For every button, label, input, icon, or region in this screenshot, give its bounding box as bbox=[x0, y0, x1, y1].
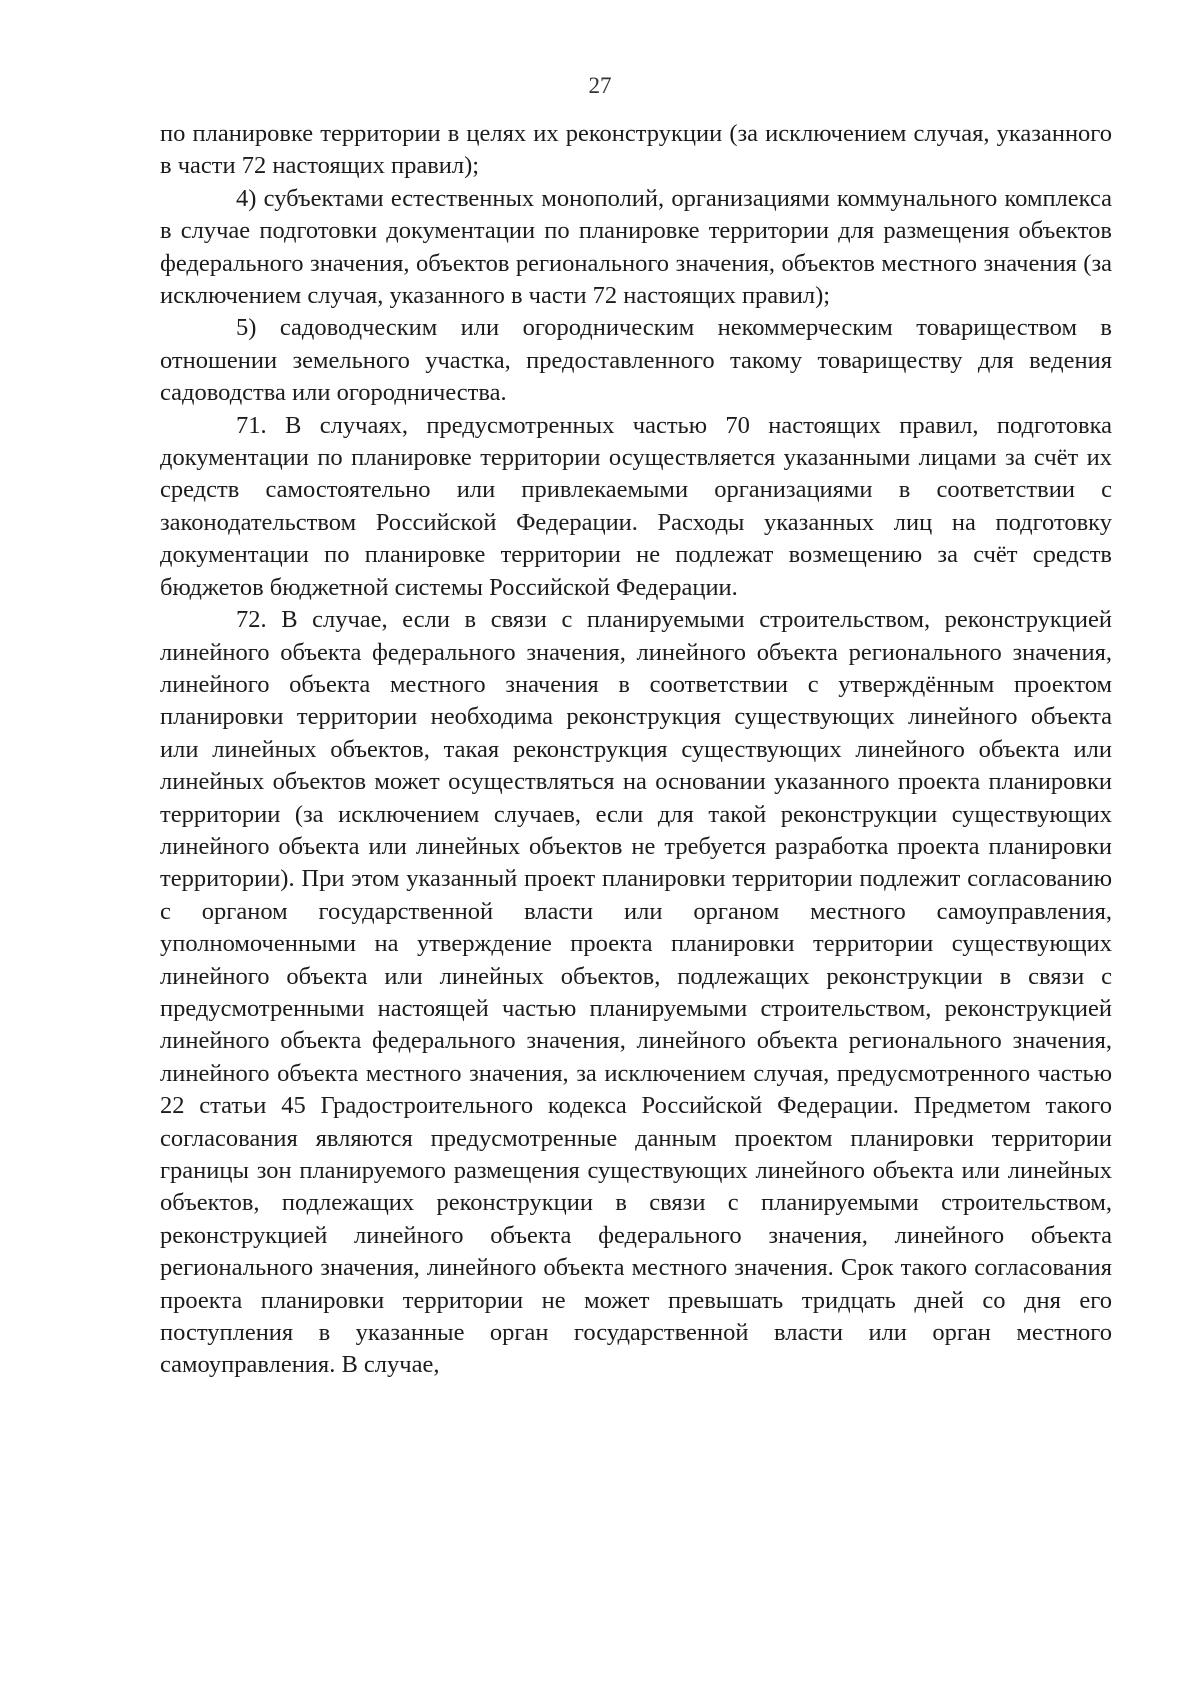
page-number: 27 bbox=[588, 73, 612, 98]
paragraph-continuation: по планировке территории в целях их реконструкции (за исключением случая, указанного в части 72 настоящих правил); bbox=[160, 120, 1112, 180]
paragraph-section-71: 71. В случаях, предусмотренных частью 70 настоящих правил, подготовка документации по планировке территории осуществляется указанными лицами за счёт их средств самостоятельно или привлекаемыми организациями в соответствии с законодательством Российской Федерации. Расходы указанных лиц на подготовку документации по планировке территории не подлежат возмещению за счёт средств бюджетов бюджетной системы Российской Федерации. bbox=[160, 411, 1112, 601]
paragraph-section-72: 72. В случае, если в связи с планируемыми строительством, реконструкцией линейного объекта федерального значения, линейного объекта регионального значения, линейного объекта местного значения в соответствии с утверждённым проектом планировки территории необходима реконструкция существующих линейного объекта или линейных объектов, такая реконструкция существующих линейного объекта или линейных объектов может осуществляться на основании указанного проекта планировки территории (за исключением случаев, если для такой реконструкции существующих линейного объекта или линейных объектов не требуется разработка проекта планировки территории). При этом указанный проект планировки территории подлежит согласованию с органом государственной власти или органом местного самоуправления, уполномоченными на утверждение проекта планировки территории существующих линейного объекта или линейных объектов, подлежащих реконструкции в связи с предусмотренными настоящей частью планируемыми строительством, реконструкцией линейного объекта федерального значения, линейного объекта регионального значения, линейного объекта местного значения, за исключением случая, предусмотренного частью 22 статьи 45 Градостроительного кодекса Российской Федерации. Предметом такого согласования являются предусмотренные данным проектом планировки территории границы зон планируемого размещения существующих линейного объекта или линейных объектов, подлежащих реконструкции в связи с планируемыми строительством, реконструкцией линейного объекта федерального значения, линейного объекта регионального значения, линейного объекта местного значения. Срок такого согласования проекта планировки территории не может превышать тридцать дней со дня его поступления в указанные орган государственной власти или орган местного самоуправления. В случае, bbox=[160, 606, 1112, 1379]
paragraph-item-4: 4) субъектами естественных монополий, организациями коммунального комплекса в случае подготовки документации по планировке территории для размещения объектов федерального значения, объектов регионального значения, объектов местного значения (за исключением случая, указанного в части 72 настоящих правил); bbox=[160, 184, 1112, 310]
document-body bbox=[160, 118, 1112, 1382]
paragraph-item-5: 5) садоводческим или огородническим некоммерческим товариществом в отношении земельного участка, предоставленного такому товариществу для ведения садоводства или огородничества. bbox=[160, 314, 1112, 407]
